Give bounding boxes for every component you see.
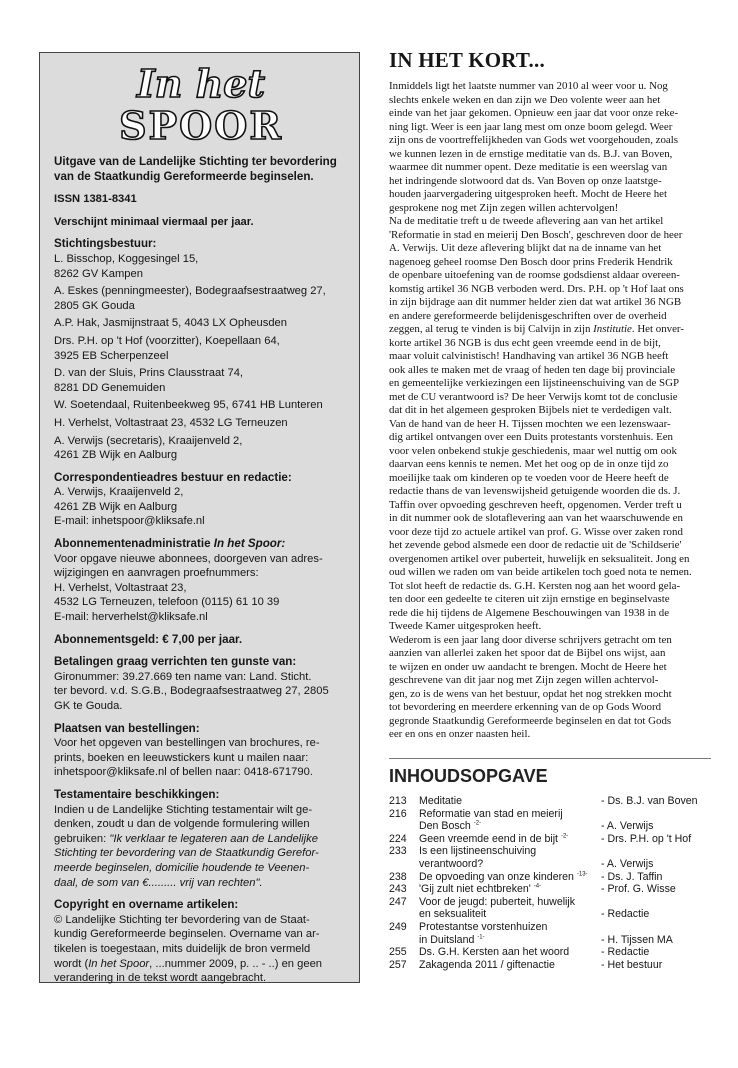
body-line: slechts enkele weken en dan zijn we Deo volente weer aan het: [389, 93, 661, 106]
board-member: W. Soetendaal, Ruitenbeekweg 95, 6741 HB Lunteren: [54, 399, 323, 412]
body-line: aanzien van allerlei zaken het spoor dat de Bijbel ons wijst, aan: [389, 647, 666, 659]
in-het-kort-section: [389, 48, 711, 742]
board-member: A. Verwijs (secretaris), Kraaijenveld 2, 4261 ZB Wijk en Aalburg: [54, 434, 243, 462]
in-het-kort-title: IN HET KORT...: [389, 48, 545, 72]
orders-text: Voor het opgeven van bestellingen van brochures, re- prints, boeken en leeuwstickers kunt u mailen naar: inhetspoor@kliksafe.nl of bellen naar: 0418-671790.: [54, 737, 320, 779]
toc-row: 238 De opvoeding van onze kinderen $^{-13-}$ - Ds. J. Taffin: [389, 870, 663, 883]
toc-row: en seksualiteit - Redactie: [419, 908, 650, 921]
body-line: komstig artikel 36 NGB verboden werd. Drs. P.H. op 't Hof laat ons: [389, 282, 684, 295]
toc-row: verantwoord? - A. Verwijs: [419, 857, 654, 870]
logo-line-1: In het: [136, 61, 265, 106]
section-divider: [389, 758, 711, 759]
frequency: Verschijnt minimaal viermaal per jaar.: [54, 215, 254, 228]
subscriptions-text: Voor opgave nieuwe abonnees, doorgeven van adres- wijzigingen en aanvragen proefnummers: H. Verhelst, Voltastraat 23, 4532 LG Terneuzen, telefoon (0115) 61 10 39 E-mail: herverhelst@kliksafe.nl: [54, 552, 323, 624]
correspondence-email: E-mail: inhetspoor@kliksafe.nl: [54, 515, 205, 528]
correspondence-heading: Correspondentieadres bestuur en redactie:: [54, 470, 292, 484]
body-line: Wederom is een jaar lang door diverse schrijvers getracht om ten: [389, 633, 672, 646]
board-heading: Stichtingsbestuur:: [54, 237, 157, 251]
body-line: waarmee dit nummer opent. Deze meditatie is een weerslag van: [389, 161, 668, 173]
board-member: D. van der Sluis, Prins Clausstraat 74, 8281 DD Genemuiden: [54, 367, 244, 394]
body-line: ten door een gedeelte te citeren uit zijn ernstige en beginselvaste: [389, 593, 670, 605]
board-member: A. Eskes (penningmeester), Bodegraafsestraatweg 27, 2805 GK Gouda: [54, 285, 326, 312]
body-line: voor deze tijd zo actuele artikel van prof. G. Wisse over zaken rond: [389, 525, 683, 538]
body-line: A. Verwijs. Uit deze aflevering blijkt dat na de inname van het: [389, 242, 662, 254]
toc-row: 249 Protestantse vorstenhuizen: [389, 920, 548, 933]
board-member: H. Verhelst, Voltastraat 23, 4532 LG Terneuzen: [54, 416, 288, 429]
body-line: nagenoeg geheel roomse Den Bosch door prins Frederik Hendrik: [389, 255, 673, 268]
body-line: redactie thans de van levenswijsheid getuigende woorden die ds. J.: [389, 485, 681, 497]
body-line: te wijzen en onder uw aandacht te brengen. Mocht de Heere het: [389, 660, 667, 673]
body-line: houden jaarvergadering uitgesproken heeft. Mocht de Heere het: [389, 188, 668, 200]
toc-row: 255 Ds. G.H. Kersten aan het woord - Redactie: [389, 946, 650, 959]
colophon-box: [39, 52, 360, 983]
body-line: zijn ons de voortreffelijkheden van Gods wet voorgehouden, zoals: [389, 134, 679, 146]
toc-row: 224 Geen vreemde eend in de bijt $^{-2-}$ - Drs. P.H. op 't Hof: [389, 832, 692, 845]
publisher-line: Uitgave van de Landelijke Stichting ter bevordering van de Staatkundig Gereformeerde beginselen.: [54, 155, 337, 183]
body-line: overgenomen artikel over puberteit, huwelijk en seksualiteit. Jong en: [389, 552, 690, 565]
body-line: korte artikel 36 NGB is dus echt geen vreemde eend in de bijt,: [389, 336, 661, 349]
subscriptions-email: E-mail: herverhelst@kliksafe.nl: [54, 611, 208, 624]
body-line: in dit nummer ook de slotaflevering aan van het waarschuwende en: [389, 512, 683, 524]
board-list: [54, 252, 347, 463]
body-line: tot bevordering en meerdere erkenning van de op Gods Woord: [389, 701, 662, 713]
orders-heading: Plaatsen van bestellingen:: [54, 721, 200, 735]
copyright-text: © Landelijke Stichting ter bevordering van de Staat- kundig Gereformeerde beginselen. Overname van ar- tikelen is toegestaan, mits duidelijk de bron vermeld wordt (In het Spoor, ...nummer 2009, p. .. - ..) en geen verandering in de tekst wordt aangebracht.: [54, 913, 323, 985]
in-het-spoor-logo: [54, 61, 347, 153]
testament-heading: Testamentaire beschikkingen:: [54, 787, 220, 801]
body-line: Inmiddels ligt het laatste nummer van 2010 al weer voor u. Nog: [389, 80, 668, 92]
board-member: L. Bisschop, Koggesingel 15, 8262 GV Kampen: [54, 252, 199, 280]
body-line: Tweede Kamer uitgesproken heeft.: [389, 620, 542, 632]
body-line: Van de hand van de heer H. Tijssen mochten we een lezenswaar-: [389, 417, 671, 430]
toc-title: INHOUDSOPGAVE: [389, 766, 548, 786]
body-line: Tot slot heeft de redactie ds. G.H. Kersten nog aan het woord gela-: [389, 579, 681, 592]
body-line: 'Reformatie in stad en meierij Den Bosch', geschreven door de heer: [389, 228, 683, 241]
body-line: moeilijke taak om kinderen op te voeden voor de Heere heeft de: [389, 471, 669, 484]
body-line: oud willen we raden om van beide artikelen toch goed nota te nemen.: [389, 566, 692, 578]
body-line: gesprokene nog met Zijn zegen willen achtervolgen!: [389, 201, 619, 214]
body-line: einde van het jaar gekomen. Opnieuw een jaar dat voor onze reke-: [389, 107, 679, 119]
body-line: rede die hij tijdens de Algemene Beschouwingen van 1938 in de: [389, 606, 670, 619]
body-line: en andere gereformeerde belijdenisgeschriften over de overheid: [389, 309, 667, 322]
body-line: gen, zo is de wens van het bestuur, opdat het nog strekken mocht: [389, 687, 672, 700]
table-of-contents: [389, 765, 724, 971]
copyright-heading: Copyright en overname artikelen:: [54, 898, 239, 912]
subscriptions-heading: Abonnementenadministratie In het Spoor:: [54, 537, 286, 551]
toc-row: 247 Voor de jeugd: puberteit, huwelijk: [389, 895, 576, 908]
body-line: geschrevene van dit jaar nog met Zijn zegen willen achtervol-: [389, 674, 659, 686]
logo-line-2: SPOOR: [118, 103, 283, 145]
body-line: ning ligt. Weer is een jaar lang mest om onze boom gelegd. Weer: [389, 120, 673, 133]
subscription-fee: Abonnementsgeld: € 7,00 per jaar.: [54, 632, 243, 646]
payments-text: Gironummer: 39.27.669 ten name van: Land. Sticht. ter bevord. v.d. S.G.B., Bodegraafsestraatweg 27, 2805 GK te Gouda.: [54, 670, 329, 712]
logo-graphic: [101, 61, 301, 145]
body-line: maar voluit calvinistisch! Handhaving van artikel 36 NGB heeft: [389, 350, 669, 362]
body-line: de openbare uitoefening van de roomse godsdienst aldaar overeen-: [389, 269, 680, 281]
toc-row: 213 Meditatie - Ds. B.J. van Boven: [389, 795, 698, 807]
body-line: gegronde Staatkundig Gereformeerde beginselen en dat tot Gods: [389, 714, 672, 727]
body-line: ook alles te maken met de vraag of heden ten dage bij provinciale: [389, 363, 676, 376]
payments-heading: Betalingen graag verrichten ten gunste van:: [54, 655, 297, 669]
body-line: eer en ons en onzer naasten heil.: [389, 728, 531, 740]
body-line: zeggen, al terug te vinden is bij Calvijn in zijn Institutie. Het onver-: [389, 323, 684, 335]
body-line: het indringende slotwoord dat ds. Van Boven op onze laatstge-: [389, 174, 662, 187]
board-member: A.P. Hak, Jasmijnstraat 5, 4043 LX Opheusden: [54, 317, 288, 330]
toc-row: Den Bosch $^{-2-}$ - A. Verwijs: [419, 820, 654, 833]
toc-row: 233 Is een lijstineenschuiving: [389, 845, 537, 858]
body-line: daarvan eens kennis te nemen. Met het oog op de in onze tijd zo: [389, 458, 669, 470]
body-line: het zevende gebod alsmede een door de redactie uit de 'Schildserie': [389, 539, 682, 551]
body-line: dig artikel ontvangen over een Duits protestants vorstenhuis. Een: [389, 431, 673, 443]
body-line: Na de meditatie treft u de tweede aflevering aan van het artikel: [389, 215, 664, 227]
body-line: we kunnen lezen in de ernstige meditatie van ds. B.J. van Boven,: [389, 147, 673, 160]
body-line: in zijn bijdrage aan dit nummer helder zien dat wat artikel 36 NGB: [389, 296, 682, 308]
testament-text: Indien u de Landelijke Stichting testamentair wilt ge- denken, zoudt u dan de volgende formulering willen gebruiken: "Ik verklaar te legateren aan de Landelijke Stichting ter bevordering van de Staatkundig Gerefor- meerde beginselen, domicilie houdende te Veenen- daal, de som van €......... vrij van rechten".: [54, 803, 319, 889]
body-line: dat dit in het algemeen gesproken Bijbels niet te verdedigen valt.: [389, 404, 672, 416]
issn: ISSN 1381-8341: [54, 193, 137, 206]
toc-row: in Duitsland $^{-1-}$ - H. Tijssen MA: [419, 933, 673, 946]
body-line: en gemeentelijke verkiezingen een lijstineenschuiving van de SGP: [389, 377, 680, 389]
toc-row: 243 'Gij zult niet echtbreken' $^{-4-}$ - Prof. G. Wisse: [389, 883, 676, 896]
toc-row: 257 Zakagenda 2011 / giftenactie - Het bestuur: [389, 958, 663, 971]
toc-row: 216 Reformatie van stad en meierij: [389, 807, 563, 820]
body-line: voor velen onbekend stukje geschiedenis, maar wel nuttig om ook: [389, 444, 677, 457]
body-line: met de CU verantwoord is? De heer Verwijs komt tot de conclusie: [389, 390, 678, 403]
body-line: Taffin over opvoeding geschreven heeft, opgenomen. Verder treft u: [389, 498, 682, 511]
in-het-kort-body: [389, 80, 711, 742]
board-member: Drs. P.H. op 't Hof (voorzitter), Koepellaan 64, 3925 EB Scherpenzeel: [54, 334, 280, 362]
correspondence-address: A. Verwijs, Kraaijenveld 2, 4261 ZB Wijk en Aalburg E-mail: inhetspoor@kliksafe.nl: [54, 486, 205, 528]
